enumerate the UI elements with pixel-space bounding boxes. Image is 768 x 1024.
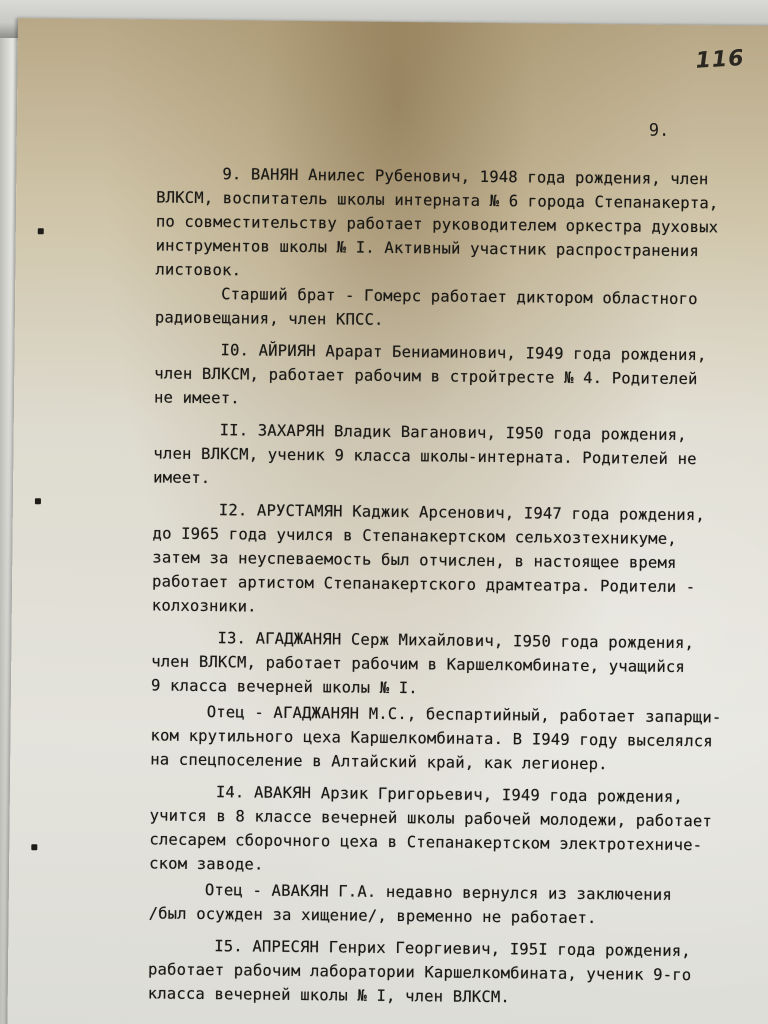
text-line: Отец - АГАДЖАНЯН М.С., беспартийный, работает запарщи- (206, 703, 722, 727)
margin-mark (35, 498, 41, 504)
text-line: по совместительству работает руководителем оркестра духовых (155, 212, 719, 237)
text-line: не имеет. (153, 388, 240, 408)
text-line: до I965 года учился в Степанакертском сельхозтехникуме, (152, 524, 677, 548)
text-line: затем за неуспеваемость был отчислен, в настоящее время (152, 548, 677, 572)
text-line: I5. АПРЕСЯН Генрих Георгиевич, I95I года рождения, (214, 937, 691, 961)
text-line: на спецпоселение в Алтайский край, как легионер. (150, 750, 608, 774)
text-line: член ВЛКСМ, работает рабочим в Каршелкомбинате, учащийся (151, 652, 686, 677)
text-line: имеет. (153, 468, 211, 488)
text-line: листовок. (155, 260, 242, 280)
text-line: радиовещания, член КПСС. (154, 308, 384, 329)
text-line: член ВЛКСМ, ученик 9 класса школы-интерната. Родителей не (153, 444, 697, 469)
text-line: колхозники. (151, 596, 257, 616)
text-line: ком крутильного цеха Каршелкомбината. В I949 году выселялся (150, 726, 713, 751)
text-line: инструментов школы № I. Активный участник распространения (155, 236, 700, 261)
text-line: II. ЗАХАРЯН Владик Ваганович, I950 года рождения, (219, 421, 687, 445)
text-line: I4. АВАКЯН Арзик Григорьевич, I949 года рождения, (215, 783, 684, 807)
text-line: I0. АЙРИЯН Арарат Бениаминович, I949 года рождения, (220, 341, 707, 365)
text-line: слесарем сборочного цеха в Степанакертском электротехниче- (149, 830, 703, 855)
text-line: ском заводе. (149, 854, 264, 874)
text-line: ВЛКСМ, воспитатель школы интерната № 6 города Степанакерта, (156, 188, 719, 213)
text-line: I2. АРУСТАМЯН Каджик Арсенович, I947 года рождения, (218, 501, 706, 525)
archive-number: 116 (694, 45, 746, 74)
text-line: работает артистом Степанакертского драмтеатра. Родители - (152, 572, 696, 597)
page-number: 9. (648, 120, 670, 141)
text-line: член ВЛКСМ, работает рабочим в стройтресте № 4. Родителей (154, 364, 698, 389)
text-line: Отец - АВАКЯН Г.А. недавно вернулся из заключения (204, 881, 673, 904)
text-line: класса вечерней школы № I, член ВЛКСМ. (147, 984, 511, 1007)
text-line: работает рабочим лаборатории Каршелкомбината, ученик 9-го (147, 960, 692, 985)
text-line: учится в 8 классе вечерней школы рабочей молодежи, работает (149, 806, 713, 831)
document-page (7, 18, 768, 1024)
text-line: Старший брат - Гомерс работает диктором областного (221, 285, 698, 309)
text-line: 9 класса вечерней школы № I. (150, 676, 418, 698)
margin-mark (38, 228, 44, 234)
text-line: /был осужден за хищение/, временно не работает. (148, 904, 597, 928)
text-line: I3. АГАДЖАНЯН Серж Михайлович, I950 года рождения, (217, 629, 695, 653)
text-line: 9. ВАНЯН Анилес Рубенович, 1948 года рождения, член (222, 165, 709, 189)
margin-mark (31, 844, 37, 850)
